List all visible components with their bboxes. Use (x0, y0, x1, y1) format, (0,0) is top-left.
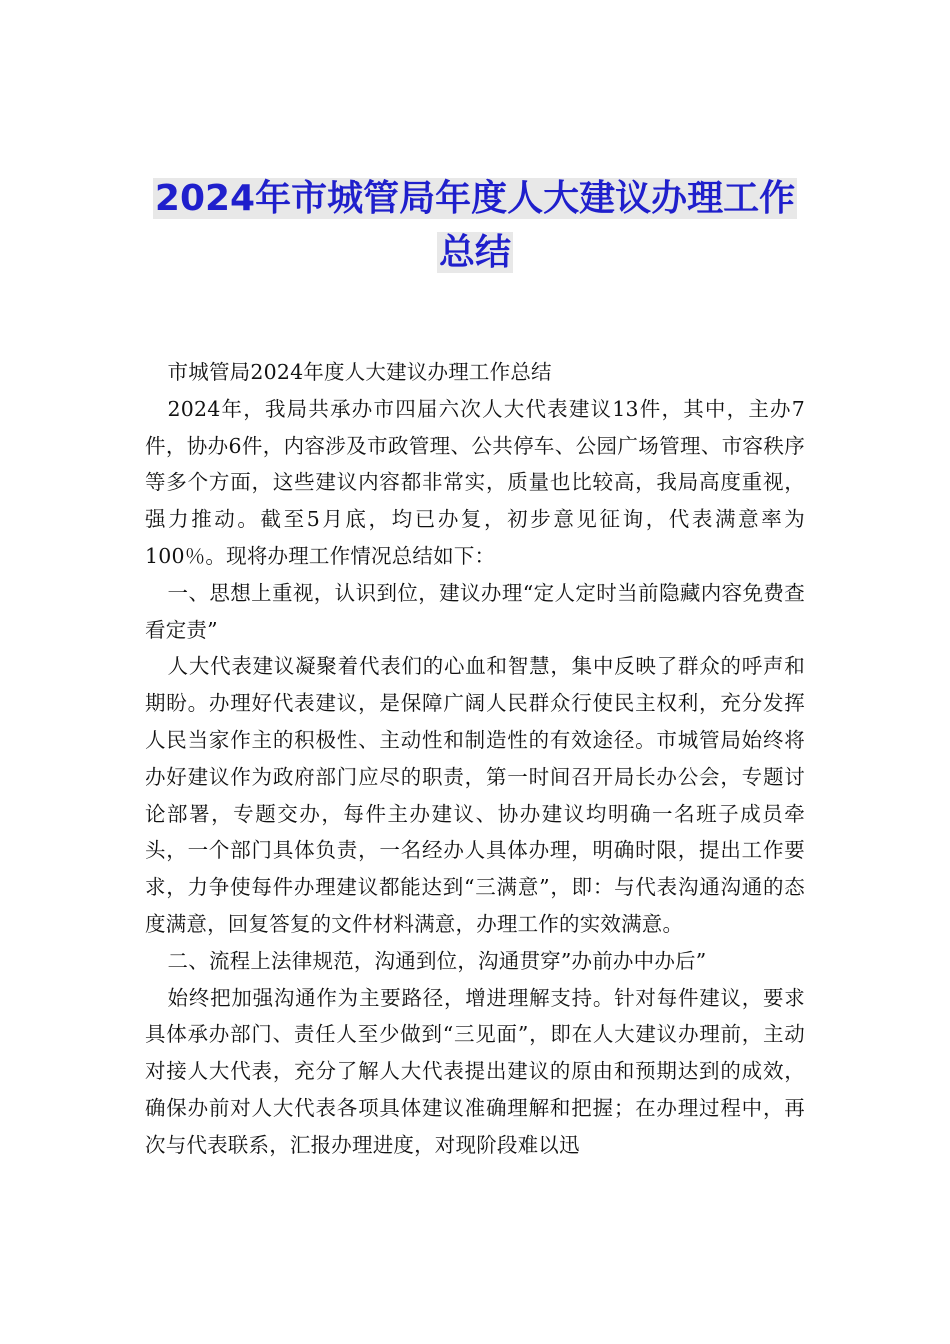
paragraph-intro: 2024年，我局共承办市四届六次人大代表建议13件，其中，主办7件，协办6件，内容涉及市政管理、公共停车、公园广场管理、市容秩序等多个方面，这些建议内容都非常实，质量也比较高，我局高度重视，强力推动。截至5月底，均已办复，初步意见征询，代表满意率为100％。现将办理工作情况总结如下： (145, 396, 805, 568)
document-title (140, 172, 810, 280)
section-heading-1: 一、思想上重视，认识到位，建议办理“定人定时当前隐藏内容免费查看定责” (145, 580, 805, 642)
title-line-1: 2024年市城管局年度人大建议办理工作 (154, 178, 796, 219)
section-heading-2: 二、流程上法律规范，沟通到位，沟通贯穿”办前办中办后” (167, 948, 707, 973)
title-line-2: 总结 (438, 232, 511, 273)
paragraph-subtitle: 市城管局2024年度人大建议办理工作总结 (167, 360, 552, 384)
paragraph-section-2: 始终把加强沟通作为主要路径，增进理解支持。针对每件建议，要求具体承办部门、责任人至少做到“三见面”，即在人大建议办理前，主动对接人大代表，充分了解人大代表提出建议的原由和预期达到的成效，确保办前对人大代表各项具体建议准确理解和把握；在办理过程中，再次与代表联系，汇报办理进度，对现阶段难以迅 (145, 985, 805, 1157)
paragraph-section-1: 人大代表建议凝聚着代表们的心血和智慧，集中反映了群众的呼声和期盼。办理好代表建议，是保障广阔人民群众行使民主权利，充分发挥人民当家作主的积极性、主动性和制造性的有效途径。市城管局始终将办好建议作为政府部门应尽的职责，第一时间召开局长办公会，专题讨论部署，专题交办，每件主办建议、协办建议均明确一名班子成员牵头，一个部门具体负责，一名经办人具体办理，明确时限，提出工作要求，力争使每件办理建议都能达到“三满意”，即：与代表沟通沟通的态度满意，回复答复的文件材料满意，办理工作的实效满意。 (145, 654, 805, 936)
document-body (145, 354, 805, 1164)
